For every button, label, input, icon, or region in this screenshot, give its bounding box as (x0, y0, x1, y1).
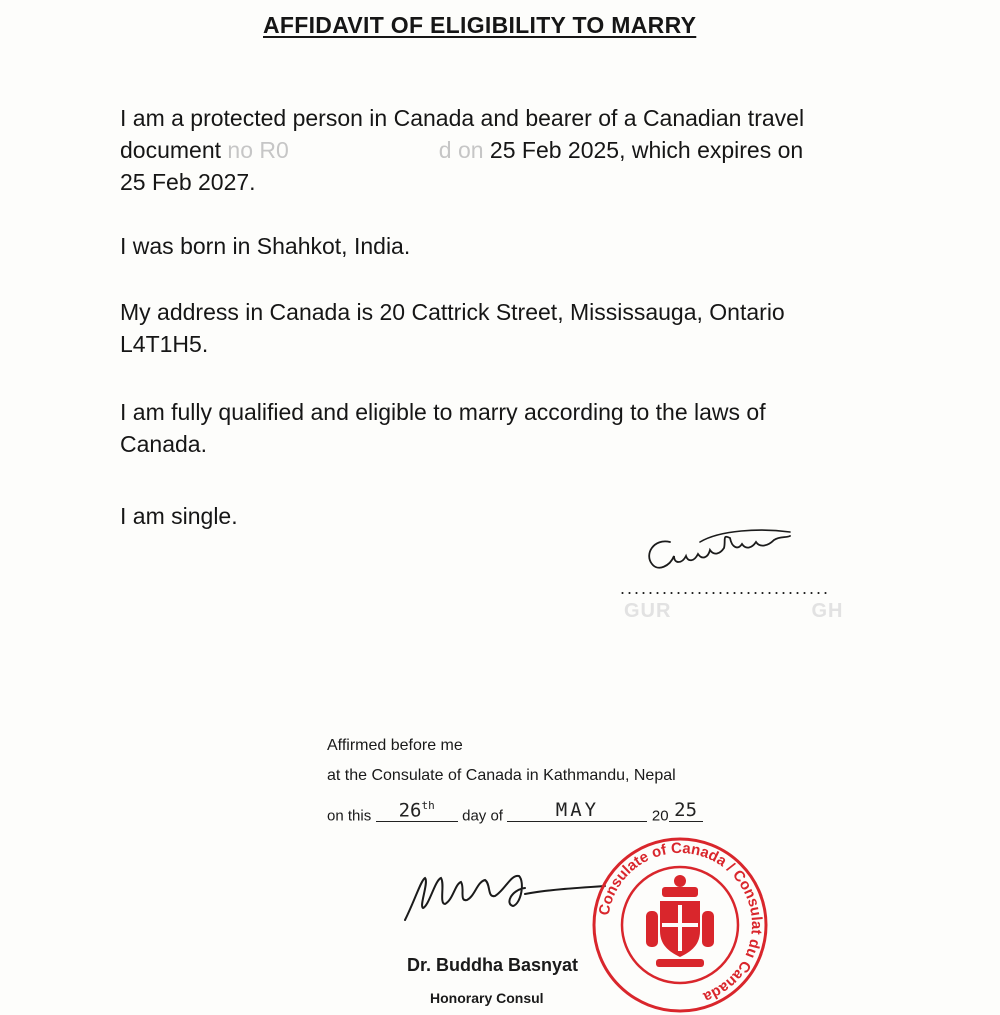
paragraph1-line1: I am a protected person in Canada and bearer of a Canadian travel (120, 105, 805, 131)
paragraph3-line1: My address in Canada is 20 Cattrick Street, Mississauga, Ontario (120, 299, 785, 325)
affirmation-location: at the Consulate of Canada in Kathmandu, Nepal (327, 767, 676, 784)
year-prefix: 20 (651, 807, 669, 825)
redacted-issued-text: d on (438, 137, 484, 163)
paragraph1-line3: 25 Feb 2027. (120, 169, 256, 195)
redacted-document-number: no R0 (227, 137, 289, 163)
applicant-name-start: GUR (624, 600, 672, 622)
consul-title: Honorary Consul (430, 990, 544, 1006)
consul-signature (395, 860, 610, 930)
on-this-label: on this (327, 807, 372, 825)
paragraph4-line2: Canada. (120, 431, 207, 457)
paragraph4-line1: I am fully qualified and eligible to marry according to the laws of (120, 399, 766, 425)
paragraph-travel-document (120, 102, 920, 198)
paragraph1-line2-rest: 25 Feb 2025, which expires on (483, 137, 804, 163)
year-field: 25 (669, 799, 703, 822)
day-of-label: day of (462, 807, 503, 825)
consulate-seal (590, 835, 770, 1015)
paragraph-address (120, 296, 920, 360)
document-title: AFFIDAVIT OF ELIGIBILITY TO MARRY (263, 12, 697, 38)
affirmation-date-line (327, 799, 703, 826)
month-field: MAY (507, 799, 647, 822)
applicant-name-faded (624, 600, 843, 623)
paragraph-marital-status: I am single. (120, 503, 238, 529)
applicant-signature (640, 520, 800, 580)
signature-dotted-line: .............................. (620, 578, 831, 598)
paragraph3-line2: L4T1H5. (120, 331, 209, 357)
seal-text: Consulate of Canada / Consulat du Canada (595, 839, 766, 1006)
consul-name: Dr. Buddha Basnyat (407, 955, 579, 975)
paragraph1-line2-start: document (120, 137, 228, 163)
applicant-name-end: GH (811, 600, 844, 622)
day-field: 26th (376, 799, 458, 822)
affirmed-before-me: Affirmed before me (327, 737, 463, 754)
paragraph-eligibility (120, 396, 920, 460)
paragraph-birthplace: I was born in Shahkot, India. (120, 233, 411, 259)
